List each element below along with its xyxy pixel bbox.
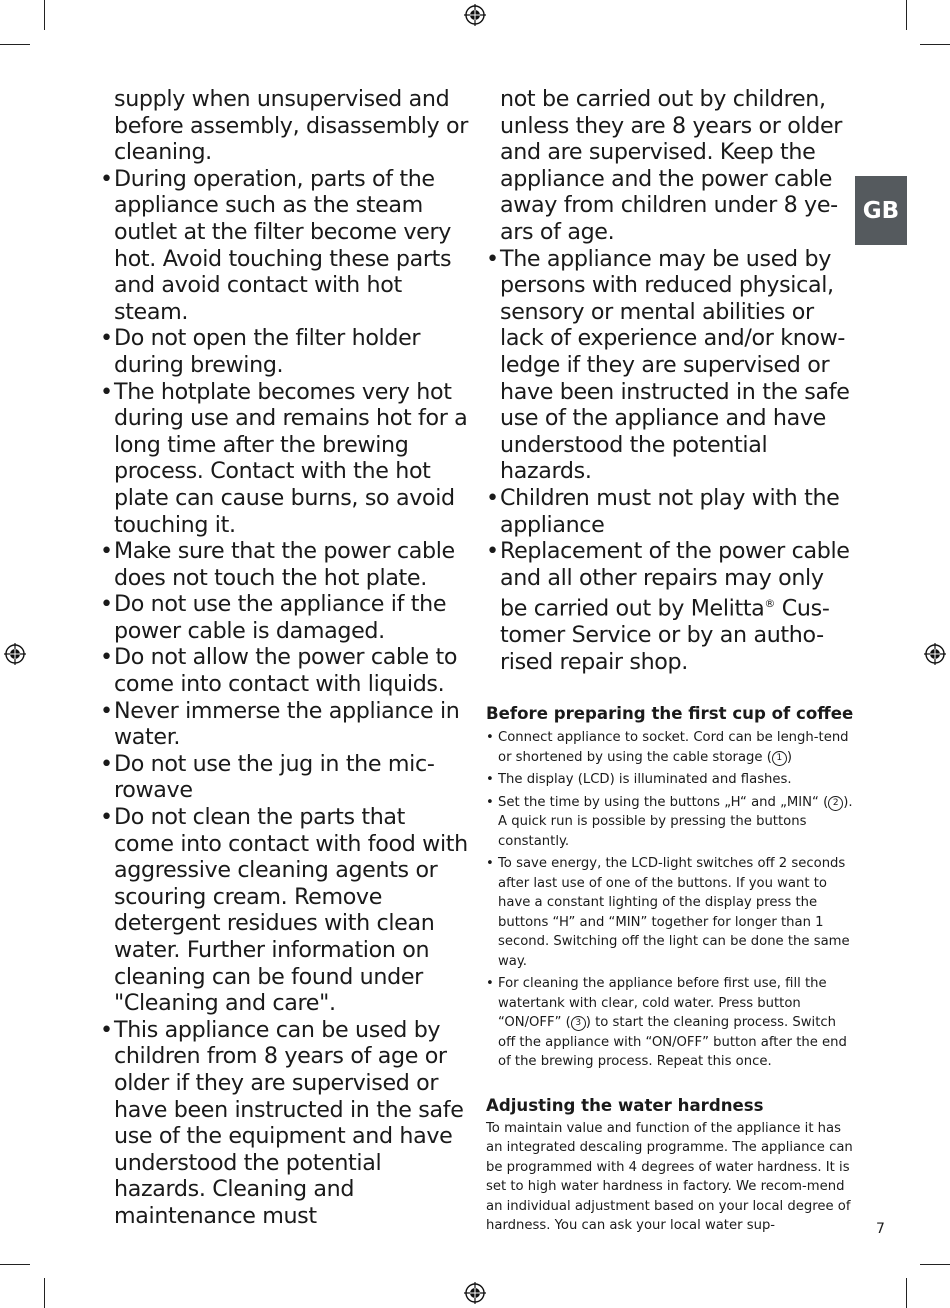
crop-mark	[44, 1278, 45, 1308]
safety-bullet: • The appliance may be used by persons with reduced physical, sensory or mental abilities or lack of experience and/or know-ledge if they are supervised or have been instructed in the safe use of the appliance and have understood the potential hazards.	[486, 245, 850, 485]
safety-bullet: • The hotplate becomes very hot during use and remains hot for a long time after the brewing process. Contact with the hot plate can cause burns, so avoid touching it.	[100, 378, 468, 538]
safety-bullet: • Do not use the appliance if the power cable is damaged.	[100, 591, 447, 644]
safety-bullet: • Never immerse the appliance in water.	[100, 697, 460, 751]
crop-mark	[906, 1278, 907, 1308]
safety-bullet: • Do not clean the parts that come into contact with food with aggressive cleaning agents or scouring cream. Remove detergent residues with clean water. Further information on cleaning can be found under "Cleaning and care".	[100, 804, 468, 1017]
instruction-item: • Connect appliance to socket. Cord can be lengh-tend or shortened by using the cable storage ( 1 )	[486, 730, 849, 765]
instruction-item: • To save energy, the LCD-light switches off 2 seconds after last use of one of the buttons. If you want to have a constant lighting of the display press the buttons “H” and “MIN” together for longer than 1 second. Switching off the light can be done the same way.	[486, 856, 850, 969]
left-lead-text: supply when unsupervised and before assembly, disassembly or cleaning.	[114, 86, 468, 166]
circled-number-icon: 1	[772, 751, 787, 766]
safety-bullet: • Children must not play with the appliance	[486, 484, 840, 538]
registration-mark-icon	[464, 1282, 486, 1304]
right-lead-text: not be carried out by children, unless they are 8 years or older and are supervised. Keep the appliance and the power cable away from children under 8 ye-ars of age.	[500, 86, 843, 245]
crop-mark	[0, 44, 30, 45]
safety-bullet: • Do not open the filter holder during brewing.	[100, 325, 421, 378]
water-hardness-paragraph: To maintain value and function of the appliance it has an integrated descaling programme. The appliance can be programmed with 4 degrees of water hardness. It is set to high water hardness in factory. We recom-mend an individual adjustment based on your local degree of hardness. You can ask your local water sup-	[486, 1120, 853, 1234]
crop-mark	[0, 1264, 30, 1265]
section-heading-water-hardness: Adjusting the water hardness	[486, 1095, 764, 1115]
safety-bullet: • Do not allow the power cable to come into contact with liquids.	[100, 644, 458, 698]
safety-bullet: • Replacement of the power cable and all other repairs may only be carried out by Melitta® Cus-tomer Service or by an autho-rised repair shop.	[486, 538, 850, 675]
registered-mark: ®	[764, 597, 776, 611]
instruction-item: • The display (LCD) is illuminated and flashes.	[486, 772, 792, 788]
instruction-item: • For cleaning the appliance before first use, fill the watertank with clear, cold water. Press button “ON/OFF” ( 3 ) to start the cleaning process. Switch off the appliance with “ON/OFF” button after the end of the brewing process. Repeat this once.	[486, 976, 847, 1070]
registration-mark-icon	[4, 643, 26, 665]
safety-bullet: • During operation, parts of the appliance such as the steam outlet at the filter become very hot. Avoid touching these parts and avoid contact with hot steam.	[100, 165, 452, 325]
right-column	[486, 86, 856, 1236]
crop-mark	[920, 1264, 950, 1265]
circled-number-icon: 3	[571, 1016, 586, 1031]
crop-mark	[906, 0, 907, 30]
section-heading-first-cup: Before preparing the first cup of coffee	[486, 704, 854, 724]
left-column	[100, 86, 468, 1230]
circled-number-icon: 2	[828, 796, 843, 811]
page-number: 7	[876, 1221, 885, 1237]
crop-mark	[44, 0, 45, 30]
registration-mark-icon	[924, 643, 946, 665]
safety-bullet: • This appliance can be used by children from 8 years of age or older if they are supervised or have been instructed in the safe use of the equipment and have understood the potential hazards. Cleaning and maintenance must	[100, 1016, 464, 1229]
crop-mark	[920, 44, 950, 45]
registration-mark-icon	[464, 4, 486, 26]
safety-bullet: • Make sure that the power cable does not touch the hot plate.	[100, 538, 455, 591]
instruction-item: • Set the time by using the buttons „H“ and „MIN“ ( 2 ). A quick run is possible by pressing the buttons constantly.	[486, 794, 853, 849]
safety-bullet: • Do not use the jug in the mic-rowave	[100, 750, 435, 804]
language-tab: GB	[855, 176, 907, 245]
